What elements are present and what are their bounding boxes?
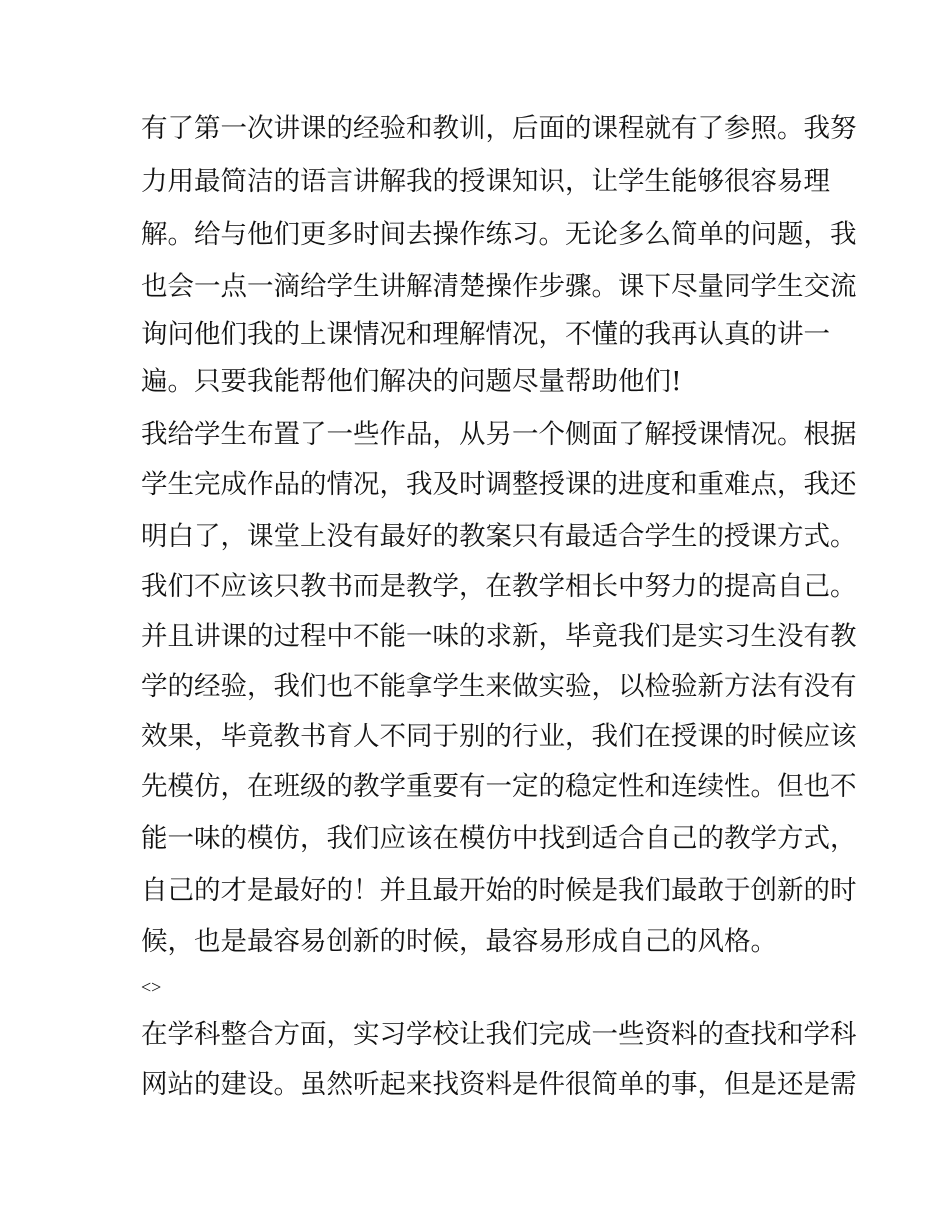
- paragraph-line: 学的经验，我们也不能拿学生来做实验，以检验新方法有没有: [141, 671, 857, 702]
- paragraph-line: 自己的才是最好的！并且最开始的时候是我们最敢于创新的时: [141, 875, 857, 906]
- paragraph-line: 我给学生布置了一些作品，从另一个侧面了解授课情况。根据: [141, 419, 857, 450]
- paragraph-line: 能一味的模仿，我们应该在模仿中找到适合自己的教学方式，: [141, 823, 857, 854]
- paragraph-line: 有了第一次讲课的经验和教训，后面的课程就有了参照。我努: [141, 113, 857, 144]
- paragraph-line: 力用最简洁的语言讲解我的授课知识，让学生能够很容易理: [141, 166, 830, 197]
- paragraph-line: 遍。只要我能帮他们解决的问题尽量帮助他们!: [141, 366, 682, 397]
- paragraph-line: 在学科整合方面，实习学校让我们完成一些资料的查找和学科: [141, 1019, 857, 1050]
- paragraph-line: 解。给与他们更多时间去操作练习。无论多么简单的问题，我: [141, 219, 857, 250]
- paragraph-line: 网站的建设。虽然听起来找资料是件很简单的事，但是还是需: [141, 1069, 857, 1100]
- paragraph-line: 询问他们我的上课情况和理解情况，不懂的我再认真的讲一: [141, 319, 830, 350]
- paragraph-line: 效果，毕竟教书育人不同于别的行业，我们在授课的时候应该: [141, 721, 857, 752]
- section-marker: <>: [141, 977, 162, 997]
- paragraph-line: 候，也是最容易创新的时候，最容易形成自己的风格。: [141, 926, 777, 957]
- paragraph-line: 我们不应该只教书而是教学，在教学相长中努力的提高自己。: [141, 571, 857, 602]
- paragraph-line: 明白了，课堂上没有最好的教案只有最适合学生的授课方式。: [141, 521, 857, 552]
- paragraph-line: 学生完成作品的情况，我及时调整授课的进度和重难点，我还: [141, 469, 857, 500]
- paragraph-line: 先模仿，在班级的教学重要有一定的稳定性和连续性。但也不: [141, 771, 857, 802]
- paragraph-line: 也会一点一滴给学生讲解清楚操作步骤。课下尽量同学生交流: [141, 271, 857, 302]
- paragraph-line: 并且讲课的过程中不能一味的求新，毕竟我们是实习生没有教: [141, 621, 857, 652]
